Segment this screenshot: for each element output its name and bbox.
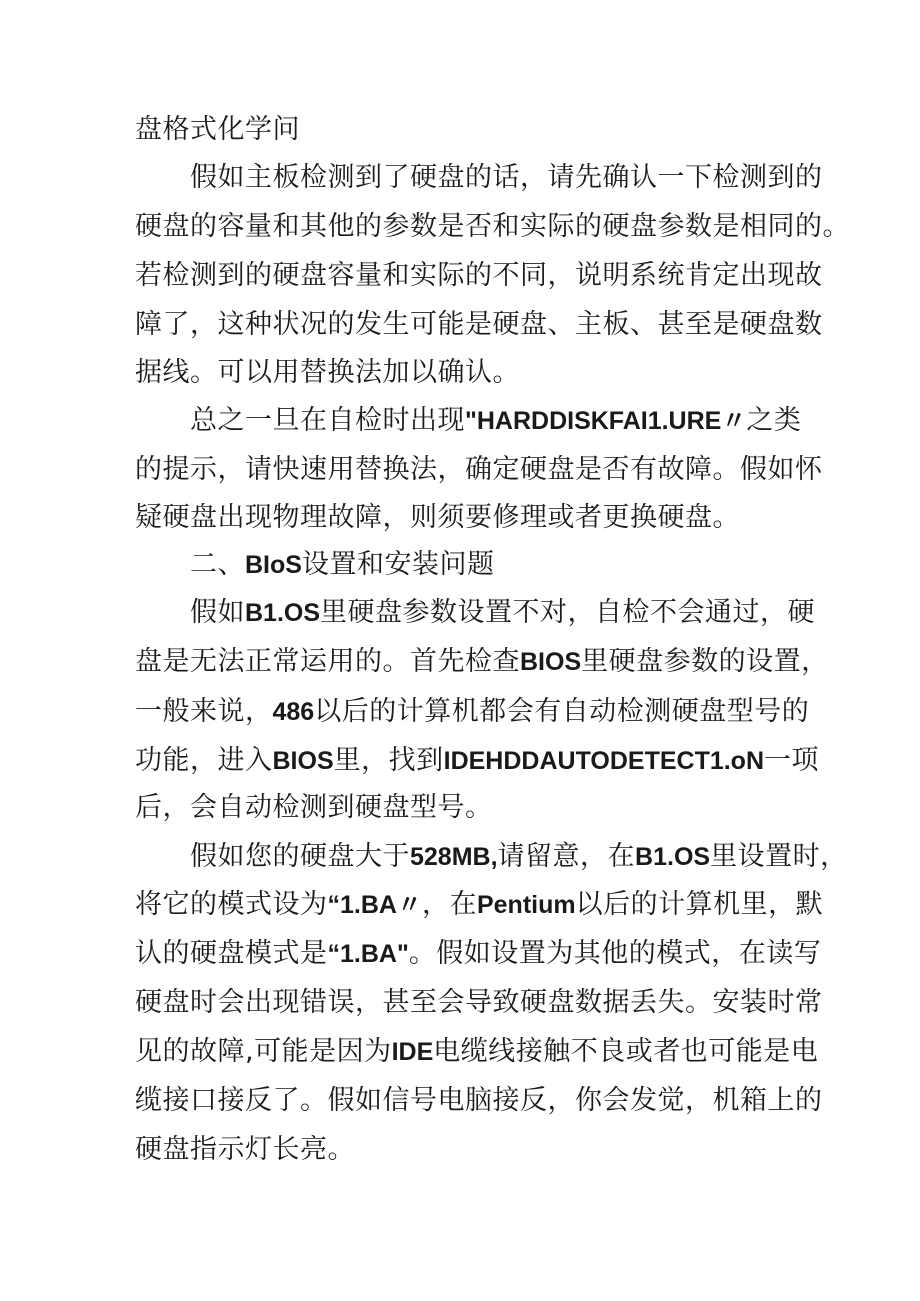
text-segment: 将它的模式设为 xyxy=(135,889,328,920)
text-segment: 障了，这种状况的发生可能是硬盘、主板、甚至是硬盘数 xyxy=(135,309,823,340)
text-segment: ，在 xyxy=(421,889,477,920)
text-line xyxy=(135,1079,823,1123)
text-segment: 假如 xyxy=(190,597,245,628)
latin-term: "HARDDISKFAI1.URE〃 xyxy=(465,407,747,435)
text-segment: 功能，进入 xyxy=(135,745,273,776)
text-line xyxy=(135,883,823,927)
text-segment: 电缆线接触不良或者也可能是电 xyxy=(433,1036,819,1067)
latin-term: “1.BA" xyxy=(327,940,409,968)
latin-term: BIoS xyxy=(245,551,302,579)
text-line xyxy=(135,448,823,492)
text-line xyxy=(135,1128,355,1172)
latin-term: “1.BA〃 xyxy=(327,891,422,919)
text-segment: 以后的计算机里，默 xyxy=(575,889,824,920)
text-line xyxy=(135,640,829,684)
latin-term: 486 xyxy=(272,698,315,726)
text-segment: 里硬盘参数设置不对，自检不会通过，硬 xyxy=(320,597,816,628)
text-line xyxy=(135,786,493,830)
text-segment: 里硬盘参数的设置， xyxy=(581,646,829,677)
latin-term: B1.OS xyxy=(245,599,321,627)
text-segment: 二、 xyxy=(190,549,245,580)
text-segment: 假如主板检测到了硬盘的话，请先确认一下检测到的 xyxy=(190,162,823,193)
latin-term: BIOS xyxy=(520,648,582,676)
text-segment: 硬盘时会出现错误，甚至会导致硬盘数据丢失。安装时常 xyxy=(135,987,823,1018)
text-segment: 总之一旦在自检时出现 xyxy=(190,405,465,436)
text-segment: 以后的计算机都会有自动检测硬盘型号的 xyxy=(314,696,810,727)
latin-term: 528MB, xyxy=(410,843,498,871)
text-segment: 若检测到的硬盘容量和实际的不同，说明系统肯定出现故 xyxy=(135,260,823,291)
text-segment: 里，找到 xyxy=(333,745,444,776)
text-line xyxy=(135,739,819,783)
text-segment: 后，会自动检测到硬盘型号。 xyxy=(135,792,493,823)
text-segment: 据线。可以用替换法加以确认。 xyxy=(135,357,520,388)
text-segment: 硬盘指示灯长亮。 xyxy=(135,1134,355,1165)
text-line xyxy=(135,254,823,298)
text-segment: 疑硬盘出现物理故障，则须要修理或者更换硬盘。 xyxy=(135,502,740,533)
text-line xyxy=(135,496,740,540)
text-line xyxy=(190,399,801,443)
text-line xyxy=(190,156,823,200)
latin-term: IDE xyxy=(391,1038,434,1066)
text-line xyxy=(135,351,520,395)
text-segment: 盘是无法正常运用的。首先检查 xyxy=(135,646,520,677)
text-segment: 之类 xyxy=(746,405,802,436)
text-segment: 假如您的硬盘大于 xyxy=(190,841,410,872)
text-line xyxy=(190,835,848,879)
text-segment: 盘格式化学问 xyxy=(135,114,300,145)
text-segment: 见的故障,可能是因为 xyxy=(135,1036,392,1067)
text-line xyxy=(135,1030,818,1074)
text-segment: 一项 xyxy=(764,745,820,776)
latin-term: BIOS xyxy=(272,747,334,775)
text-segment: 请留意，在 xyxy=(497,841,636,872)
text-segment: 一般来说， xyxy=(135,696,273,727)
text-line xyxy=(135,690,809,734)
text-segment: 。假如设置为其他的模式，在读写 xyxy=(408,938,822,969)
text-segment: 缆接口接反了。假如信号电脑接反，你会发觉，机箱上的 xyxy=(135,1085,823,1116)
latin-term: B1.OS xyxy=(635,843,711,871)
text-segment: 认的硬盘模式是 xyxy=(135,938,328,969)
latin-term: Pentium xyxy=(476,891,576,919)
text-segment: 里设置时， xyxy=(710,841,848,872)
latin-term: IDEHDDAUTODETECT1.oN xyxy=(443,747,765,775)
text-line xyxy=(135,205,850,249)
text-line xyxy=(135,108,300,152)
text-segment: 硬盘的容量和其他的参数是否和实际的硬盘参数是相同的。 xyxy=(135,211,850,242)
text-line xyxy=(190,543,494,587)
text-segment: 设置和安装问题 xyxy=(301,549,495,580)
text-line xyxy=(135,932,821,976)
text-line xyxy=(190,591,815,635)
text-segment: 的提示，请快速用替换法，确定硬盘是否有故障。假如怀 xyxy=(135,454,823,485)
text-line xyxy=(135,303,823,347)
text-line xyxy=(135,981,823,1025)
